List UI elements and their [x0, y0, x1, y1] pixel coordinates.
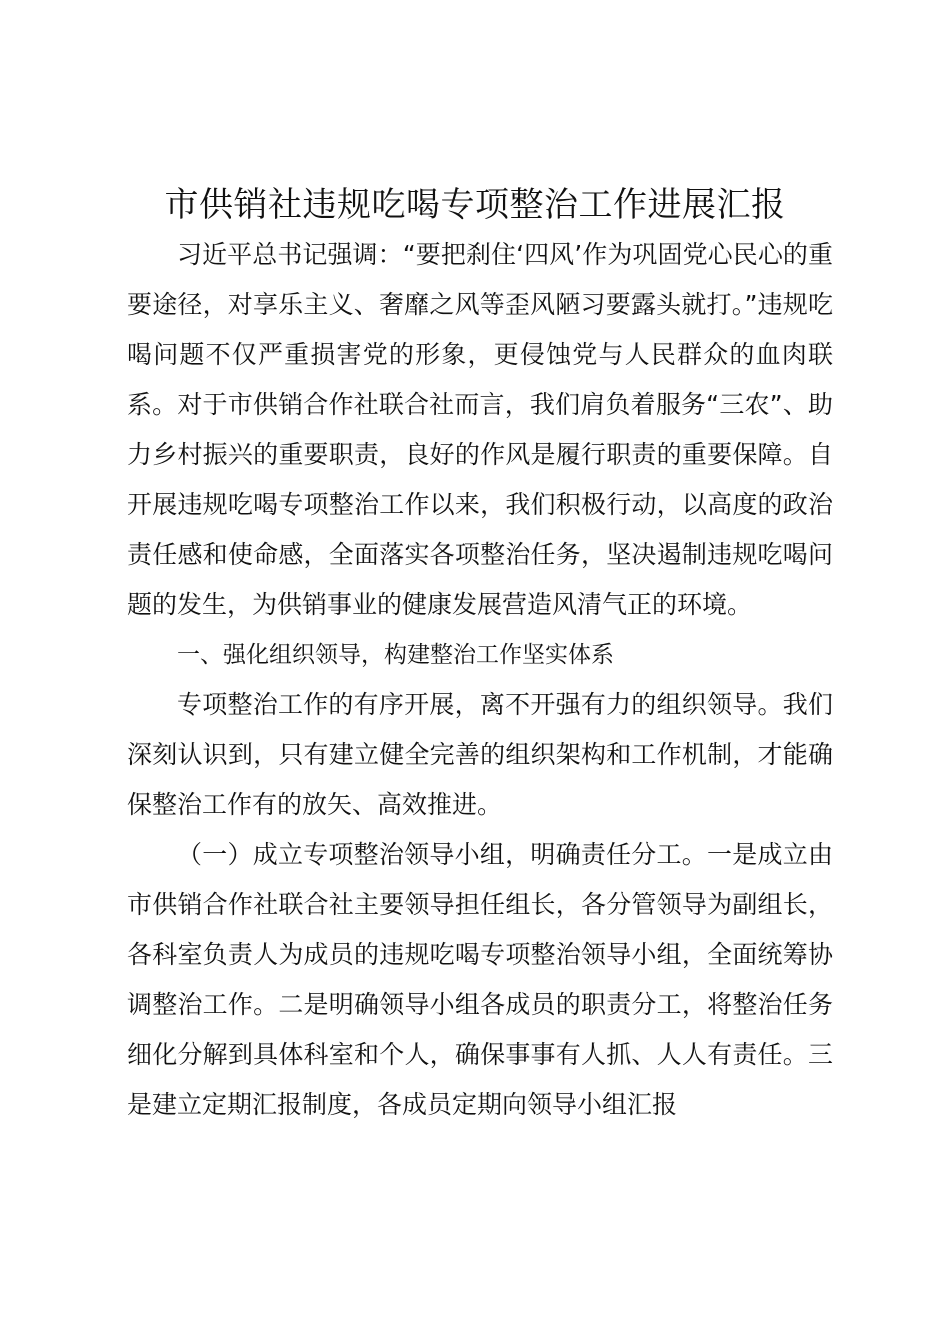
document-title: 市供销社违规吃喝专项整治工作进展汇报 [164, 185, 786, 225]
section-heading: 一、强化组织领导，构建整治工作坚实体系 [177, 642, 614, 668]
subsection-paragraph: （一）成立专项整治领导小组，明确责任分工。一是成立由市供销合作社联合社主要领导担任组长，各分管领导为副组长，各科室负责人为成员的违规吃喝专项整治领导小组，全面统筹协调整治工作。二是明确领导小组各成员的职责分工，将整治任务细化分解到具体科室和个人，确保事事有人抓、人人有责任。三是建立定期汇报制度，各成员定期向领导小组汇报 [127, 840, 833, 1119]
section-intro-paragraph: 专项整治工作的有序开展，离不开强有力的组织领导。我们深刻认识到，只有建立健全完善的组织架构和工作机制，才能确保整治工作有的放矢、高效推进。 [127, 690, 833, 819]
document-body [127, 230, 833, 1130]
intro-paragraph: 习近平总书记强调：“要把刹住‘四风’作为巩固党心民心的重要途径，对享乐主义、奢靡之风等歪风陋习要露头就打。”违规吃喝问题不仅严重损害党的形象，更侵蚀党与人民群众的血肉联系。对于市供销合作社联合社而言，我们肩负着服务“三农”、助力乡村振兴的重要职责，良好的作风是履行职责的重要保障。自开展违规吃喝专项整治工作以来，我们积极行动，以高度的政治责任感和使命感，全面落实各项整治任务，坚决遏制违规吃喝问题的发生，为供销事业的健康发展营造风清气正的环境。 [127, 240, 833, 619]
